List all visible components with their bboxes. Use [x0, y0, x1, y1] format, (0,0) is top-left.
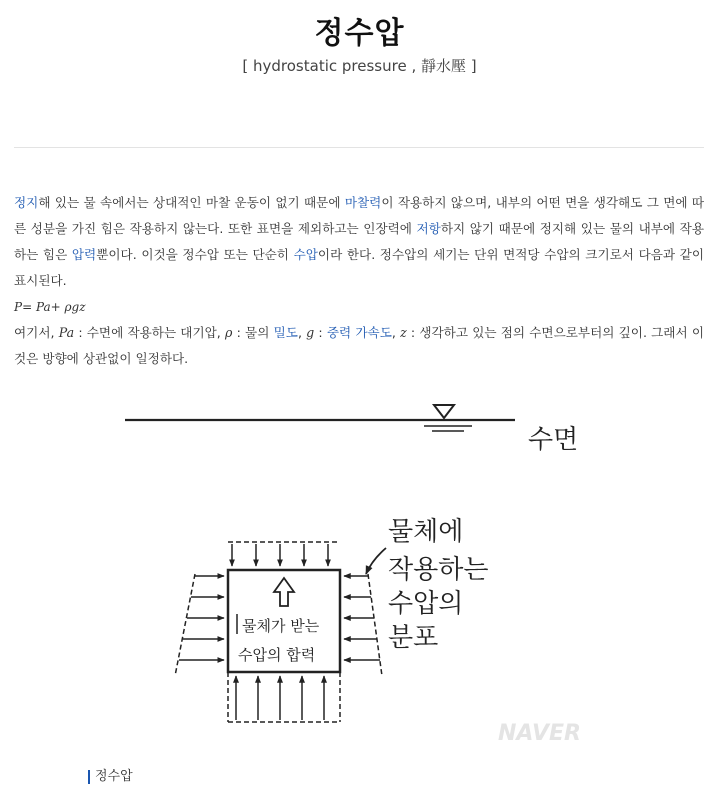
text: : 수면에 작용하는 대기압,	[74, 325, 226, 340]
text: 이 작용하지 않으며, 내부의 어떤 면을 생각해도 그 면에 따른 성분을 가진 힘은 작용하지 않는다. 또한 표면을 제외하고는 인장력에	[14, 195, 705, 236]
text: 여기서,	[14, 325, 59, 340]
link-friction[interactable]: 마찰력	[344, 195, 382, 210]
var-z: z	[400, 325, 407, 340]
text: 이라 한다. 정수압의 세기는 단위 면적당 수압의 크기로서 다음과 같이 표시된다.	[14, 247, 705, 288]
inner-label-line1: 물체가 받는	[242, 617, 320, 635]
var-rho: ρ	[225, 325, 233, 340]
link-density[interactable]: 밀도	[273, 325, 298, 340]
page-subtitle: [ hydrostatic pressure , 靜水壓 ]	[242, 57, 477, 75]
hydrostatic-diagram	[0, 382, 719, 762]
link-resistance[interactable]: 저항	[416, 221, 441, 236]
surface-label: 수면	[528, 425, 579, 455]
right-pressure-arrows	[344, 574, 382, 676]
dist-label-line2: 작용하는	[388, 555, 489, 585]
left-pressure-arrows	[175, 574, 224, 676]
text: : 물의	[232, 325, 274, 340]
dist-label-line1: 물체에	[388, 517, 464, 547]
text: ,	[391, 325, 401, 340]
text: 하지 않기 때문에 정지해 있는 물의 내부에 작용하는 힘은	[14, 221, 704, 262]
naver-watermark: NAVER	[498, 721, 581, 746]
article-body	[14, 190, 704, 372]
paragraph-definition	[14, 190, 704, 294]
resultant-arrow-icon	[274, 578, 294, 606]
var-pa: Pa	[58, 325, 75, 340]
link-still[interactable]: 정지	[14, 195, 39, 210]
dist-label-line3: 수압의	[388, 589, 464, 619]
page-title: 정수압	[314, 16, 405, 51]
text: 해 있는 물 속에서는 상대적인 마찰 운동이 없기 때문에	[38, 195, 345, 210]
var-g: g	[306, 325, 315, 340]
text: : 생각하고 있는 점의 수면으로부터의 깊이. 그래서 이것은 방향에 상관없이 일정하다.	[14, 325, 705, 366]
formula: P= Pa+ ρgz	[14, 300, 86, 314]
paragraph-variables	[14, 320, 704, 372]
text: 뿐이다. 이것을 정수압 또는 단순히	[96, 247, 294, 262]
figure-caption: 정수압	[88, 770, 133, 784]
divider	[14, 147, 704, 148]
hydrostatic-figure	[0, 382, 719, 762]
inner-label-line2: 수압의 합력	[238, 646, 316, 664]
bottom-pressure-arrows	[228, 672, 340, 722]
top-pressure-arrows	[228, 542, 340, 566]
link-gravity-acceleration[interactable]: 중력 가속도	[326, 325, 392, 340]
text: ,	[297, 325, 307, 340]
link-water-pressure[interactable]: 수압	[293, 247, 318, 262]
link-pressure[interactable]: 압력	[71, 247, 97, 262]
surface-triangle-icon	[434, 405, 454, 418]
text: :	[314, 325, 327, 340]
label-pointer-arrow	[366, 548, 386, 574]
dist-label-line4: 분포	[388, 623, 439, 653]
